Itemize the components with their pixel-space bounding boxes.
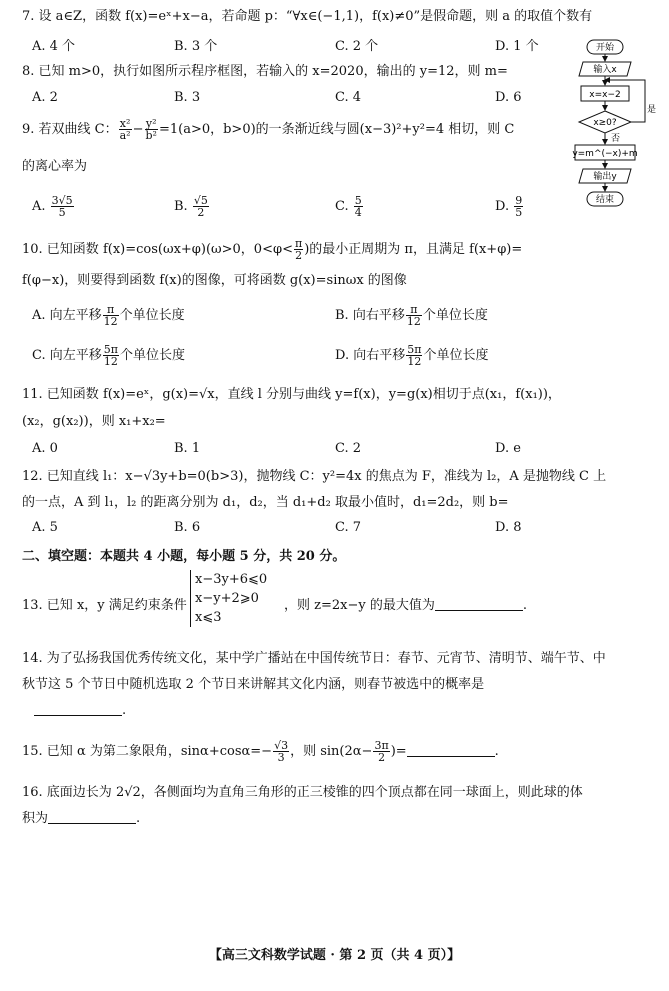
question-10-stem: 10. 已知函数 f(x)=cos(ωx+φ)(ω>0，0<φ< $\frac{\pi}{2}$ )的最小正周期为 π，且满足 f(x+φ)=	[22, 237, 523, 262]
question-7-options	[32, 38, 552, 56]
question-8-stem: 8. 已知 m>0，执行如图所示程序框图，若输入的 x=2020，输出的 y=12，则 m=	[22, 64, 508, 79]
answer-blank	[435, 597, 523, 611]
q10-option-c: C. 向左平移 $\frac{5\pi}{12}$ 个单位长度	[32, 343, 185, 368]
constraint-1: x−3y+6⩽0	[195, 572, 268, 587]
q12-option-d: D. 8	[495, 520, 522, 535]
q9-option-d: D. $\frac{9}{5}$	[495, 194, 523, 219]
constraint-system	[190, 570, 267, 627]
flow-end-label: 结束	[595, 195, 615, 205]
q8-option-b: B. 3	[174, 90, 201, 105]
constraint-3: x⩽3	[195, 610, 222, 625]
question-16-line1: 16. 底面边长为 2√2，各侧面均为直角三角形的正三棱锥的四个顶点都在同一球面上，则此球的体	[22, 785, 583, 800]
question-9-stem-line2: 的离心率为	[22, 159, 88, 174]
section-2-heading: 二、填空题：本题共 4 小题，每小题 5 分，共 20 分。	[22, 549, 346, 564]
q10-option-d: D. 向右平移 $\frac{5\pi}{12}$ 个单位长度	[335, 343, 489, 368]
question-9-stem: 9. 若双曲线 C： $\frac{\text{x²}}{\text{a²}}$ − $\frac{\text{y²}}{\text{b²}}$ =1(a>0，b>0)的一条渐近线与圆(x−3)²+y²=4 相切，则 C	[22, 117, 515, 142]
q12-option-c: C. 7	[335, 520, 362, 535]
question-13-pre: 13. 已知 x，y 满足约束条件	[22, 598, 187, 613]
question-12-options	[32, 519, 552, 537]
question-10-stem-line2: f(φ−x)，则要得到函数 f(x)的图像，可将函数 g(x)=sinωx 的图像	[22, 273, 407, 288]
question-11-options	[32, 440, 552, 458]
q10-option-b: B. 向右平移 $\frac{\pi}{12}$ 个单位长度	[335, 303, 488, 328]
q12-option-b: B. 6	[174, 520, 201, 535]
fraction: $\frac{\pi}{2}$	[294, 237, 303, 262]
answer-blank	[407, 743, 495, 757]
q9-option-b: B. $\frac{√5}{2}$	[174, 194, 208, 219]
answer-blank	[34, 702, 122, 716]
q8-option-d: D. 6	[495, 90, 522, 105]
question-9-options	[32, 195, 552, 225]
q10-option-a: A. 向左平移 $\frac{\pi}{12}$ 个单位长度	[32, 303, 185, 328]
q7-option-c: C. 2 个	[335, 39, 379, 54]
program-flowchart	[565, 38, 665, 218]
q7-option-a: A. 4 个	[32, 39, 76, 54]
constraint-2: x−y+2⩾0	[195, 591, 259, 606]
question-10-options-row2	[32, 344, 552, 372]
fraction: $\frac{\text{y²}}{\text{b²}}$	[145, 117, 157, 142]
flow-start-label: 开始	[595, 43, 615, 53]
question-11-stem-line2: (x₂，g(x₂))，则 x₁+x₂=	[22, 414, 166, 429]
flow-no-label: 否	[611, 134, 621, 144]
question-8-options	[32, 89, 552, 107]
q7-option-d: D. 1 个	[495, 39, 539, 54]
flow-condition-label: x≥0?	[593, 118, 617, 128]
question-14-line1: 14. 为了弘扬我国优秀传统文化，某中学广播站在中国传统节日：春节、元宵节、清明节、端午节、中	[22, 651, 606, 666]
question-16-line2: 积为 .	[22, 811, 141, 826]
q8-option-c: C. 4	[335, 90, 362, 105]
flow-output-label: 输出y	[593, 172, 617, 182]
q11-option-a: A. 0	[32, 441, 58, 456]
q12-option-a: A. 5	[32, 520, 58, 535]
question-15-stem: 15. 已知 α 为第二象限角，sinα+cosα=− $\frac{√3}{3}$ ，则 sin(2α− $\frac{3\pi}{2}$ )= .	[22, 739, 499, 764]
answer-blank	[48, 810, 136, 824]
flow-input-label: 输入x	[593, 65, 617, 75]
question-7-stem: 7. 设 a∈Z，函数 f(x)=eˣ+x−a，若命题 p：“∀x∈(−1,1)，f(x)≠0”是假命题，则 a 的取值个数有	[22, 9, 593, 24]
question-12-stem: 12. 已知直线 l₁：x−√3y+b=0(b>3)，抛物线 C：y²=4x 的焦点为 F，准线为 l₂，A 是抛物线 C 上	[22, 469, 607, 484]
question-13-post: ，则 z=2x−y 的最大值为 .	[284, 598, 527, 613]
question-14-blank-line: .	[34, 702, 126, 720]
q9-option-a: A. $\frac{3√5}{5}$	[32, 194, 73, 219]
flow-yes-label: 是	[647, 105, 657, 115]
flow-step1-label: x=x−2	[589, 90, 621, 100]
question-11-stem: 11. 已知函数 f(x)=eˣ，g(x)=√x，直线 l 分别与曲线 y=f(x)，y=g(x)相切于点(x₁，f(x₁))，	[22, 387, 561, 402]
question-10-options-row1	[32, 304, 552, 332]
q8-option-a: A. 2	[32, 90, 58, 105]
fraction: $\frac{\text{x²}}{\text{a²}}$	[119, 117, 131, 142]
q11-option-b: B. 1	[174, 441, 201, 456]
q11-option-c: C. 2	[335, 441, 362, 456]
q9-option-c: C. $\frac{5}{4}$	[335, 194, 362, 219]
flow-step2-label: y=m^(−x)+m	[572, 149, 638, 159]
q11-option-d: D. e	[495, 441, 521, 456]
q7-option-b: B. 3 个	[174, 39, 218, 54]
page-footer: 【高三文科数学试题 · 第 2 页（共 4 页）】	[208, 948, 461, 963]
question-12-stem-line2: 的一点，A 到 l₁，l₂ 的距离分别为 d₁，d₂，当 d₁+d₂ 取最小值时，d₁=2d₂，则 b=	[22, 495, 509, 510]
question-14-line2: 秋节这 5 个节日中随机选取 2 个节日来讲解其文化内涵，则春节被选中的概率是	[22, 677, 485, 692]
